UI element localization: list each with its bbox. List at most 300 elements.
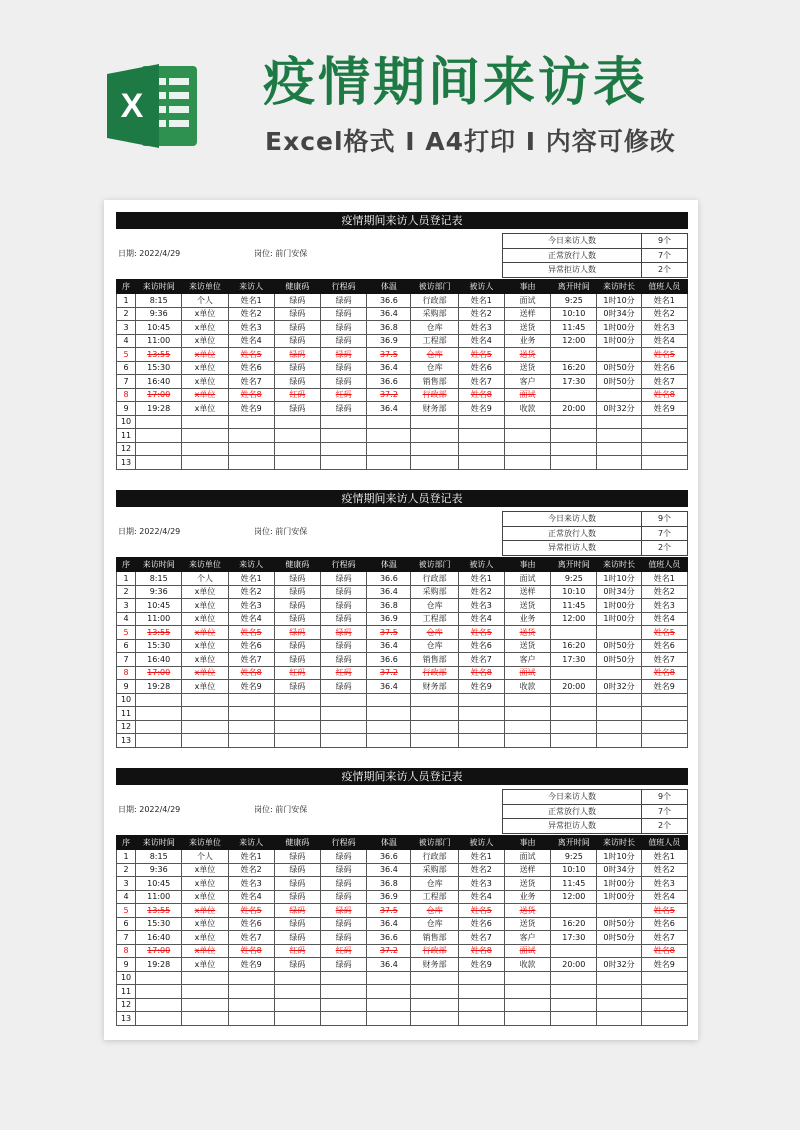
table-cell[interactable]: 11	[117, 707, 136, 721]
table-cell[interactable]: 7	[117, 653, 136, 667]
table-cell[interactable]: 36.8	[367, 599, 411, 613]
table-cell[interactable]: 36.9	[367, 334, 411, 348]
table-cell[interactable]	[641, 693, 687, 707]
table-cell[interactable]: 10	[117, 693, 136, 707]
table-cell[interactable]: 姓名3	[641, 599, 687, 613]
table-cell[interactable]	[182, 734, 228, 748]
table-cell[interactable]: 19:28	[136, 958, 182, 972]
table-cell[interactable]	[551, 442, 597, 456]
table-cell[interactable]	[136, 693, 182, 707]
table-cell[interactable]: 姓名6	[458, 361, 504, 375]
table-cell[interactable]	[458, 429, 504, 443]
table-cell[interactable]	[228, 415, 274, 429]
table-cell[interactable]	[321, 415, 367, 429]
table-cell[interactable]	[274, 998, 320, 1012]
table-cell[interactable]: 17:00	[136, 944, 182, 958]
table-cell[interactable]: 0时50分	[597, 931, 641, 945]
table-cell[interactable]	[551, 998, 597, 1012]
table-cell[interactable]: 绿码	[321, 680, 367, 694]
table-cell[interactable]: 姓名8	[458, 944, 504, 958]
table-cell[interactable]: 送货	[504, 599, 550, 613]
table-cell[interactable]	[367, 707, 411, 721]
table-cell[interactable]: x单位	[182, 904, 228, 918]
table-cell[interactable]: 红码	[274, 666, 320, 680]
table-cell[interactable]: 财务部	[411, 680, 458, 694]
table-cell[interactable]: 姓名9	[458, 958, 504, 972]
table-cell[interactable]: 7	[117, 375, 136, 389]
table-cell[interactable]: 面试	[504, 944, 550, 958]
table-cell[interactable]: 姓名1	[641, 850, 687, 864]
table-cell[interactable]	[597, 720, 641, 734]
table-cell[interactable]: 送样	[504, 307, 550, 321]
table-cell[interactable]	[597, 707, 641, 721]
table-cell[interactable]: 姓名9	[228, 958, 274, 972]
table-cell[interactable]: 绿码	[274, 958, 320, 972]
table-cell[interactable]: 4	[117, 612, 136, 626]
table-cell[interactable]: 5	[117, 348, 136, 362]
table-cell[interactable]: 8:15	[136, 572, 182, 586]
table-cell[interactable]: 12	[117, 442, 136, 456]
table-cell[interactable]: 面试	[504, 388, 550, 402]
table-cell[interactable]: 1时00分	[597, 890, 641, 904]
table-cell[interactable]: 6	[117, 917, 136, 931]
table-cell[interactable]	[411, 456, 458, 470]
table-cell[interactable]: 姓名9	[228, 680, 274, 694]
table-cell[interactable]: 绿码	[274, 402, 320, 416]
table-cell[interactable]: 37.5	[367, 348, 411, 362]
table-cell[interactable]: 9:36	[136, 863, 182, 877]
table-cell[interactable]: 行政部	[411, 388, 458, 402]
table-cell[interactable]: 0时32分	[597, 402, 641, 416]
table-cell[interactable]	[367, 720, 411, 734]
table-cell[interactable]	[228, 1012, 274, 1026]
table-cell[interactable]: 业务	[504, 612, 550, 626]
table-cell[interactable]: 仓库	[411, 877, 458, 891]
table-cell[interactable]: 仓库	[411, 321, 458, 335]
table-cell[interactable]: 收款	[504, 958, 550, 972]
table-cell[interactable]	[504, 429, 550, 443]
table-cell[interactable]: 9:36	[136, 307, 182, 321]
table-cell[interactable]: 12:00	[551, 890, 597, 904]
table-cell[interactable]: 姓名7	[458, 653, 504, 667]
table-cell[interactable]	[597, 666, 641, 680]
table-cell[interactable]: 仓库	[411, 361, 458, 375]
table-cell[interactable]: 17:00	[136, 388, 182, 402]
table-cell[interactable]: 17:30	[551, 653, 597, 667]
table-cell[interactable]: 绿码	[274, 572, 320, 586]
table-cell[interactable]: 销售部	[411, 931, 458, 945]
table-cell[interactable]: 姓名5	[458, 348, 504, 362]
table-cell[interactable]: 1时00分	[597, 321, 641, 335]
table-cell[interactable]: 红码	[274, 944, 320, 958]
table-cell[interactable]: 姓名6	[458, 639, 504, 653]
table-cell[interactable]: 13:55	[136, 626, 182, 640]
table-cell[interactable]: 仓库	[411, 626, 458, 640]
table-cell[interactable]: 姓名3	[458, 599, 504, 613]
table-cell[interactable]: 姓名6	[641, 639, 687, 653]
table-cell[interactable]: 20:00	[551, 680, 597, 694]
table-cell[interactable]: x单位	[182, 585, 228, 599]
table-cell[interactable]	[641, 720, 687, 734]
table-cell[interactable]: 8:15	[136, 294, 182, 308]
table-cell[interactable]: 绿码	[321, 599, 367, 613]
table-cell[interactable]: 个人	[182, 572, 228, 586]
table-cell[interactable]: 36.8	[367, 321, 411, 335]
table-cell[interactable]: 1时00分	[597, 612, 641, 626]
table-cell[interactable]: 36.6	[367, 572, 411, 586]
table-cell[interactable]: 5	[117, 626, 136, 640]
table-cell[interactable]: 姓名1	[458, 572, 504, 586]
table-cell[interactable]	[551, 1012, 597, 1026]
table-cell[interactable]	[136, 985, 182, 999]
table-cell[interactable]: 36.6	[367, 931, 411, 945]
table-cell[interactable]: 绿码	[274, 917, 320, 931]
table-cell[interactable]: 姓名6	[228, 639, 274, 653]
table-cell[interactable]	[367, 985, 411, 999]
table-cell[interactable]: 姓名5	[228, 904, 274, 918]
table-cell[interactable]: 姓名2	[458, 307, 504, 321]
table-cell[interactable]	[182, 442, 228, 456]
table-cell[interactable]: 绿码	[321, 334, 367, 348]
table-cell[interactable]: 36.9	[367, 890, 411, 904]
table-cell[interactable]	[458, 720, 504, 734]
table-cell[interactable]: x单位	[182, 307, 228, 321]
table-cell[interactable]: 绿码	[321, 375, 367, 389]
table-cell[interactable]	[182, 429, 228, 443]
table-cell[interactable]: 红码	[321, 388, 367, 402]
table-cell[interactable]: 12	[117, 998, 136, 1012]
table-cell[interactable]: 姓名4	[228, 890, 274, 904]
table-cell[interactable]: 姓名1	[458, 294, 504, 308]
table-cell[interactable]	[182, 693, 228, 707]
table-cell[interactable]: 姓名4	[641, 612, 687, 626]
table-cell[interactable]	[641, 442, 687, 456]
table-cell[interactable]: 送货	[504, 321, 550, 335]
table-cell[interactable]: 19:28	[136, 402, 182, 416]
table-cell[interactable]: 姓名2	[228, 585, 274, 599]
table-cell[interactable]: 送货	[504, 917, 550, 931]
table-cell[interactable]: 面试	[504, 850, 550, 864]
table-cell[interactable]: x单位	[182, 612, 228, 626]
table-cell[interactable]: 绿码	[274, 653, 320, 667]
table-cell[interactable]	[321, 1012, 367, 1026]
table-cell[interactable]: 绿码	[321, 863, 367, 877]
table-cell[interactable]: 13	[117, 456, 136, 470]
table-cell[interactable]: 姓名9	[641, 680, 687, 694]
table-cell[interactable]: 绿码	[321, 612, 367, 626]
table-cell[interactable]: 2	[117, 307, 136, 321]
table-cell[interactable]: 12:00	[551, 612, 597, 626]
table-cell[interactable]: 10:10	[551, 585, 597, 599]
table-cell[interactable]: 姓名1	[641, 572, 687, 586]
table-cell[interactable]: 送货	[504, 904, 550, 918]
table-cell[interactable]: 绿码	[321, 572, 367, 586]
table-cell[interactable]	[551, 348, 597, 362]
table-cell[interactable]	[504, 985, 550, 999]
table-cell[interactable]	[504, 1012, 550, 1026]
table-cell[interactable]	[458, 415, 504, 429]
table-cell[interactable]: 15:30	[136, 917, 182, 931]
table-cell[interactable]: 采购部	[411, 863, 458, 877]
table-cell[interactable]: 9:25	[551, 294, 597, 308]
table-cell[interactable]	[228, 456, 274, 470]
table-cell[interactable]	[597, 944, 641, 958]
table-cell[interactable]: 绿码	[274, 639, 320, 653]
table-cell[interactable]	[411, 1012, 458, 1026]
table-cell[interactable]: 36.4	[367, 958, 411, 972]
table-cell[interactable]	[458, 707, 504, 721]
table-cell[interactable]: x单位	[182, 958, 228, 972]
table-cell[interactable]: 姓名7	[641, 653, 687, 667]
table-cell[interactable]	[182, 707, 228, 721]
table-cell[interactable]: 10	[117, 415, 136, 429]
table-cell[interactable]: 姓名5	[641, 626, 687, 640]
table-cell[interactable]	[367, 429, 411, 443]
table-cell[interactable]	[551, 693, 597, 707]
table-cell[interactable]: 面试	[504, 572, 550, 586]
table-cell[interactable]: 绿码	[274, 599, 320, 613]
table-cell[interactable]: 17:00	[136, 666, 182, 680]
table-cell[interactable]: 采购部	[411, 585, 458, 599]
table-cell[interactable]: 行政部	[411, 944, 458, 958]
table-cell[interactable]: 13:55	[136, 904, 182, 918]
table-cell[interactable]: 绿码	[274, 585, 320, 599]
table-cell[interactable]: 个人	[182, 850, 228, 864]
table-cell[interactable]	[641, 971, 687, 985]
table-cell[interactable]: 绿码	[321, 850, 367, 864]
table-cell[interactable]: 绿码	[321, 307, 367, 321]
table-cell[interactable]: 姓名3	[228, 599, 274, 613]
table-cell[interactable]: 绿码	[321, 321, 367, 335]
table-cell[interactable]: x单位	[182, 639, 228, 653]
table-cell[interactable]: 10	[117, 971, 136, 985]
table-cell[interactable]: 姓名8	[458, 388, 504, 402]
table-cell[interactable]: 姓名2	[641, 585, 687, 599]
table-cell[interactable]: 4	[117, 334, 136, 348]
table-cell[interactable]	[274, 971, 320, 985]
table-cell[interactable]: 绿码	[321, 639, 367, 653]
table-cell[interactable]: 姓名8	[458, 666, 504, 680]
table-cell[interactable]: 面试	[504, 666, 550, 680]
table-cell[interactable]	[551, 734, 597, 748]
table-cell[interactable]: 收款	[504, 680, 550, 694]
table-cell[interactable]	[597, 734, 641, 748]
table-cell[interactable]: 绿码	[274, 321, 320, 335]
table-cell[interactable]: 客户	[504, 931, 550, 945]
table-cell[interactable]	[551, 415, 597, 429]
table-cell[interactable]: 绿码	[321, 931, 367, 945]
table-cell[interactable]	[321, 998, 367, 1012]
table-cell[interactable]: 绿码	[274, 680, 320, 694]
table-cell[interactable]	[411, 734, 458, 748]
table-cell[interactable]: 面试	[504, 294, 550, 308]
table-cell[interactable]: 8	[117, 388, 136, 402]
table-cell[interactable]: x单位	[182, 666, 228, 680]
table-cell[interactable]: 13	[117, 1012, 136, 1026]
table-cell[interactable]: 绿码	[321, 877, 367, 891]
table-cell[interactable]: 3	[117, 877, 136, 891]
table-cell[interactable]	[597, 415, 641, 429]
table-cell[interactable]: 37.5	[367, 904, 411, 918]
table-cell[interactable]: 绿码	[321, 653, 367, 667]
table-cell[interactable]: 姓名1	[641, 294, 687, 308]
table-cell[interactable]: 绿码	[321, 958, 367, 972]
table-cell[interactable]: 仓库	[411, 348, 458, 362]
table-cell[interactable]: 0时50分	[597, 375, 641, 389]
table-cell[interactable]: 2	[117, 863, 136, 877]
table-cell[interactable]	[321, 693, 367, 707]
table-cell[interactable]: 销售部	[411, 375, 458, 389]
table-cell[interactable]: 36.6	[367, 653, 411, 667]
table-cell[interactable]: 绿码	[321, 585, 367, 599]
table-cell[interactable]	[136, 456, 182, 470]
table-cell[interactable]: 姓名2	[228, 307, 274, 321]
table-cell[interactable]	[551, 944, 597, 958]
table-cell[interactable]: 财务部	[411, 402, 458, 416]
table-cell[interactable]	[136, 998, 182, 1012]
table-cell[interactable]: 11:45	[551, 321, 597, 335]
table-cell[interactable]: 姓名4	[458, 612, 504, 626]
table-cell[interactable]	[597, 985, 641, 999]
table-cell[interactable]: 37.2	[367, 388, 411, 402]
table-cell[interactable]	[458, 456, 504, 470]
table-cell[interactable]: 收款	[504, 402, 550, 416]
table-cell[interactable]: 36.4	[367, 361, 411, 375]
table-cell[interactable]: 仓库	[411, 917, 458, 931]
table-cell[interactable]: 0时32分	[597, 958, 641, 972]
table-cell[interactable]	[551, 720, 597, 734]
table-cell[interactable]: 1时00分	[597, 877, 641, 891]
table-cell[interactable]: 10:10	[551, 307, 597, 321]
table-cell[interactable]	[504, 734, 550, 748]
table-cell[interactable]: 10:45	[136, 877, 182, 891]
table-cell[interactable]	[274, 707, 320, 721]
table-cell[interactable]	[411, 985, 458, 999]
table-cell[interactable]	[597, 442, 641, 456]
table-cell[interactable]	[597, 904, 641, 918]
table-cell[interactable]	[321, 456, 367, 470]
table-cell[interactable]: 送货	[504, 361, 550, 375]
table-cell[interactable]: 6	[117, 639, 136, 653]
table-cell[interactable]: 送货	[504, 348, 550, 362]
table-cell[interactable]	[504, 707, 550, 721]
table-cell[interactable]: x单位	[182, 917, 228, 931]
table-cell[interactable]: 9:25	[551, 572, 597, 586]
table-cell[interactable]	[321, 442, 367, 456]
table-cell[interactable]: 姓名5	[228, 348, 274, 362]
table-cell[interactable]: 绿码	[274, 348, 320, 362]
table-cell[interactable]: 姓名6	[641, 917, 687, 931]
table-cell[interactable]: x单位	[182, 863, 228, 877]
table-cell[interactable]: 0时50分	[597, 917, 641, 931]
table-cell[interactable]	[182, 998, 228, 1012]
table-cell[interactable]: 11:45	[551, 877, 597, 891]
table-cell[interactable]: 绿码	[321, 904, 367, 918]
table-cell[interactable]: 财务部	[411, 958, 458, 972]
table-cell[interactable]: 8:15	[136, 850, 182, 864]
table-cell[interactable]: 红码	[274, 388, 320, 402]
table-cell[interactable]	[274, 985, 320, 999]
table-cell[interactable]	[597, 348, 641, 362]
table-cell[interactable]	[551, 971, 597, 985]
table-cell[interactable]: 19:28	[136, 680, 182, 694]
table-cell[interactable]: 9	[117, 958, 136, 972]
table-cell[interactable]: 姓名7	[228, 653, 274, 667]
table-cell[interactable]	[641, 456, 687, 470]
table-cell[interactable]: 姓名3	[228, 877, 274, 891]
table-cell[interactable]: 姓名6	[228, 361, 274, 375]
table-cell[interactable]: 绿码	[274, 307, 320, 321]
table-cell[interactable]: 姓名2	[228, 863, 274, 877]
table-cell[interactable]: 姓名2	[641, 307, 687, 321]
table-cell[interactable]: 仓库	[411, 904, 458, 918]
table-cell[interactable]	[458, 985, 504, 999]
table-cell[interactable]: 姓名3	[641, 321, 687, 335]
table-cell[interactable]	[228, 985, 274, 999]
table-cell[interactable]: 0时50分	[597, 653, 641, 667]
table-cell[interactable]: 姓名3	[458, 321, 504, 335]
table-cell[interactable]: 红码	[321, 666, 367, 680]
table-cell[interactable]	[182, 720, 228, 734]
table-cell[interactable]	[597, 456, 641, 470]
table-cell[interactable]	[597, 693, 641, 707]
table-cell[interactable]	[367, 1012, 411, 1026]
table-cell[interactable]: 13	[117, 734, 136, 748]
table-cell[interactable]	[411, 720, 458, 734]
table-cell[interactable]: 姓名4	[641, 890, 687, 904]
table-cell[interactable]: 姓名8	[641, 388, 687, 402]
table-cell[interactable]	[182, 971, 228, 985]
table-cell[interactable]: 姓名9	[228, 402, 274, 416]
table-cell[interactable]: 绿码	[321, 626, 367, 640]
table-cell[interactable]	[411, 429, 458, 443]
table-cell[interactable]	[274, 442, 320, 456]
table-cell[interactable]: 姓名7	[458, 375, 504, 389]
table-cell[interactable]	[182, 1012, 228, 1026]
table-cell[interactable]: 姓名1	[228, 850, 274, 864]
table-cell[interactable]: 1	[117, 572, 136, 586]
table-cell[interactable]: 15:30	[136, 639, 182, 653]
table-cell[interactable]: 绿码	[274, 334, 320, 348]
table-cell[interactable]	[411, 971, 458, 985]
table-cell[interactable]	[504, 998, 550, 1012]
table-cell[interactable]	[228, 734, 274, 748]
table-cell[interactable]	[641, 998, 687, 1012]
table-cell[interactable]	[597, 429, 641, 443]
table-cell[interactable]	[274, 693, 320, 707]
table-cell[interactable]	[411, 415, 458, 429]
table-cell[interactable]: 36.4	[367, 680, 411, 694]
table-cell[interactable]: 37.2	[367, 666, 411, 680]
table-cell[interactable]: 姓名1	[228, 572, 274, 586]
table-cell[interactable]: 37.5	[367, 626, 411, 640]
table-cell[interactable]	[321, 985, 367, 999]
table-cell[interactable]	[274, 429, 320, 443]
table-cell[interactable]: 绿码	[274, 361, 320, 375]
table-cell[interactable]: x单位	[182, 402, 228, 416]
table-cell[interactable]: 姓名6	[458, 917, 504, 931]
table-cell[interactable]: 姓名9	[641, 958, 687, 972]
table-cell[interactable]	[321, 734, 367, 748]
table-cell[interactable]: 姓名3	[228, 321, 274, 335]
table-cell[interactable]	[641, 429, 687, 443]
table-cell[interactable]: 17:30	[551, 375, 597, 389]
table-cell[interactable]	[597, 626, 641, 640]
table-cell[interactable]	[458, 693, 504, 707]
table-cell[interactable]: x单位	[182, 388, 228, 402]
table-cell[interactable]: 20:00	[551, 958, 597, 972]
table-cell[interactable]: 15:30	[136, 361, 182, 375]
